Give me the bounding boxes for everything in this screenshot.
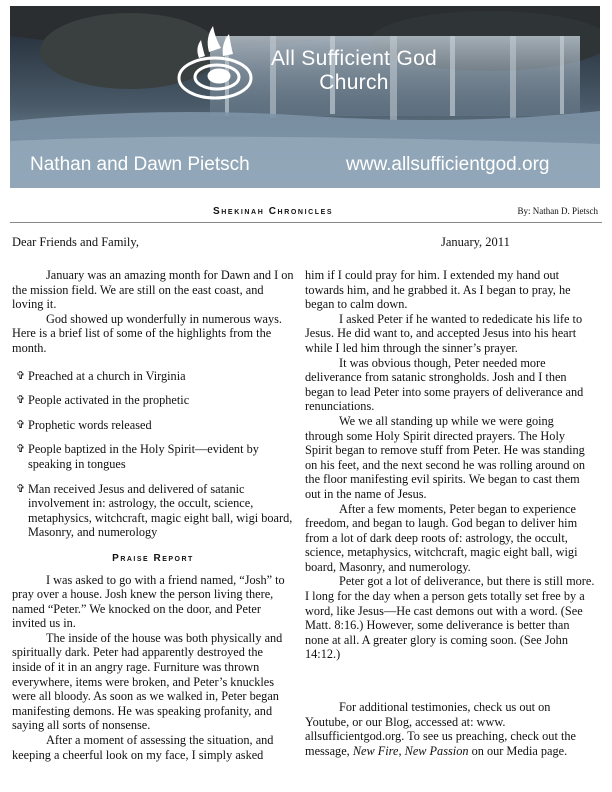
cross-bullet-icon: ✞ <box>16 369 26 382</box>
highlights-list <box>12 369 294 540</box>
footer-note <box>305 700 595 758</box>
praise-report-heading: Praise Report <box>112 552 194 564</box>
paragraph: I asked Peter if he wanted to rededicate his life to Jesus. He did want to, and accepted Jesus into his heart while I led him through the sinner’s prayer. <box>305 311 583 355</box>
website-text: www.allsufficientgod.org <box>346 154 550 175</box>
list-item <box>12 418 294 433</box>
footer-text-end: on our Media page. <box>468 743 568 758</box>
list-item <box>12 369 294 384</box>
church-name-line2: Church <box>319 71 389 94</box>
paragraph: It was obvious though, Peter needed more deliverance from satanic strongholds. Josh and I then began to lead Peter into some prayers of deliverance and renunciations. <box>305 355 584 414</box>
paragraph: January was an amazing month for Dawn and I on the mission field. We are still on the east coast, and loving it. <box>12 268 294 312</box>
header-divider <box>10 222 602 223</box>
missionary-names: Nathan and Dawn Pietsch <box>30 154 250 175</box>
list-item-text: Prophetic words released <box>28 417 152 432</box>
list-item <box>12 393 294 408</box>
footer-text: For additional testimonies, check us out on Youtube, or our Blog, accessed at: www. allsufficientgod.org. To see us preaching, check out the message, <box>305 700 576 758</box>
paragraph: After a moment of assessing the situation, and keeping a cheerful look on my face, I simply asked <box>12 733 274 762</box>
cross-bullet-icon: ✞ <box>16 418 26 431</box>
paragraph: him if I could pray for him. I extended my hand out towards him, and he grabbed it. As I began to pray, he began to calm down. <box>305 268 571 312</box>
church-name-line1: All Sufficient God <box>270 47 438 70</box>
list-item-text: People activated in the prophetic <box>28 393 190 408</box>
list-item <box>12 442 294 471</box>
newsletter-title: Shekinah Chronicles <box>213 206 334 217</box>
paragraph: Peter got a lot of deliverance, but there is still more. I long for the day when a person gets totally set free by a word, like Jesus—He cast demons out with a word. (See Matt. 8:16.) However, some deliverance is better than none at all. A greater glory is coming soon. (See John 14:12.) <box>305 574 595 662</box>
letter-date: January, 2011 <box>441 235 510 249</box>
letter-greeting: Dear Friends and Family, <box>12 235 139 249</box>
message-title: New Fire, New Passion <box>352 743 469 758</box>
church-name <box>254 47 454 95</box>
list-item-text: Man received Jesus and delivered of satanic involvement in: astrology, the occult, science, metaphysics, witchcraft, magic eight ball, wigi board, Masonry, and numerology <box>28 481 293 540</box>
header-banner <box>10 6 600 188</box>
paragraph: I was asked to go with a friend named, “Josh” to pray over a house. Josh knew the person living there, named “Peter.” We knocked on the door, and Peter invited us in. <box>12 572 285 631</box>
cross-bullet-icon: ✞ <box>16 482 26 495</box>
list-item-text: People baptized in the Holy Spirit—evident by speaking in tongues <box>28 442 259 471</box>
paragraph: The inside of the house was both physically and spiritually dark. Peter had apparently destroyed the inside of it in an angry rage. Furniture was thrown everywhere, items were broken, and Peter’s knuckles were all bloody. As soon as we walked in, Peter began manifesting demons. He was speaking profanity, and saying all sorts of nonsense. <box>12 630 283 733</box>
paragraph: God showed up wonderfully in numerous ways. Here is a brief list of some of the highlights from the month. <box>12 311 283 355</box>
right-column <box>305 268 595 758</box>
list-item <box>12 482 294 540</box>
cross-bullet-icon: ✞ <box>16 443 26 456</box>
list-item-text: Preached at a church in Virginia <box>28 368 186 383</box>
left-column <box>12 268 294 762</box>
byline: By: Nathan D. Pietsch <box>517 206 598 216</box>
cross-bullet-icon: ✞ <box>16 394 26 407</box>
paragraph: After a few moments, Peter began to experience freedom, and began to laugh. God began to deliver him from a lot of dark deep roots of: astrology, the occult, science, metaphysics, witchcraft, magic eight ball, wigi board, Masonry, and numerology. <box>305 501 578 574</box>
paragraph: We we all standing up while we were going through some Holy Spirit directed prayers. The Holy Spirit began to remove stuff from Peter. He was standing on his feet, and the next second he was rolling around on the floor manifesting evil spirits. We began to cast them out in the name of Jesus. <box>305 413 586 501</box>
paragraph <box>305 700 595 758</box>
